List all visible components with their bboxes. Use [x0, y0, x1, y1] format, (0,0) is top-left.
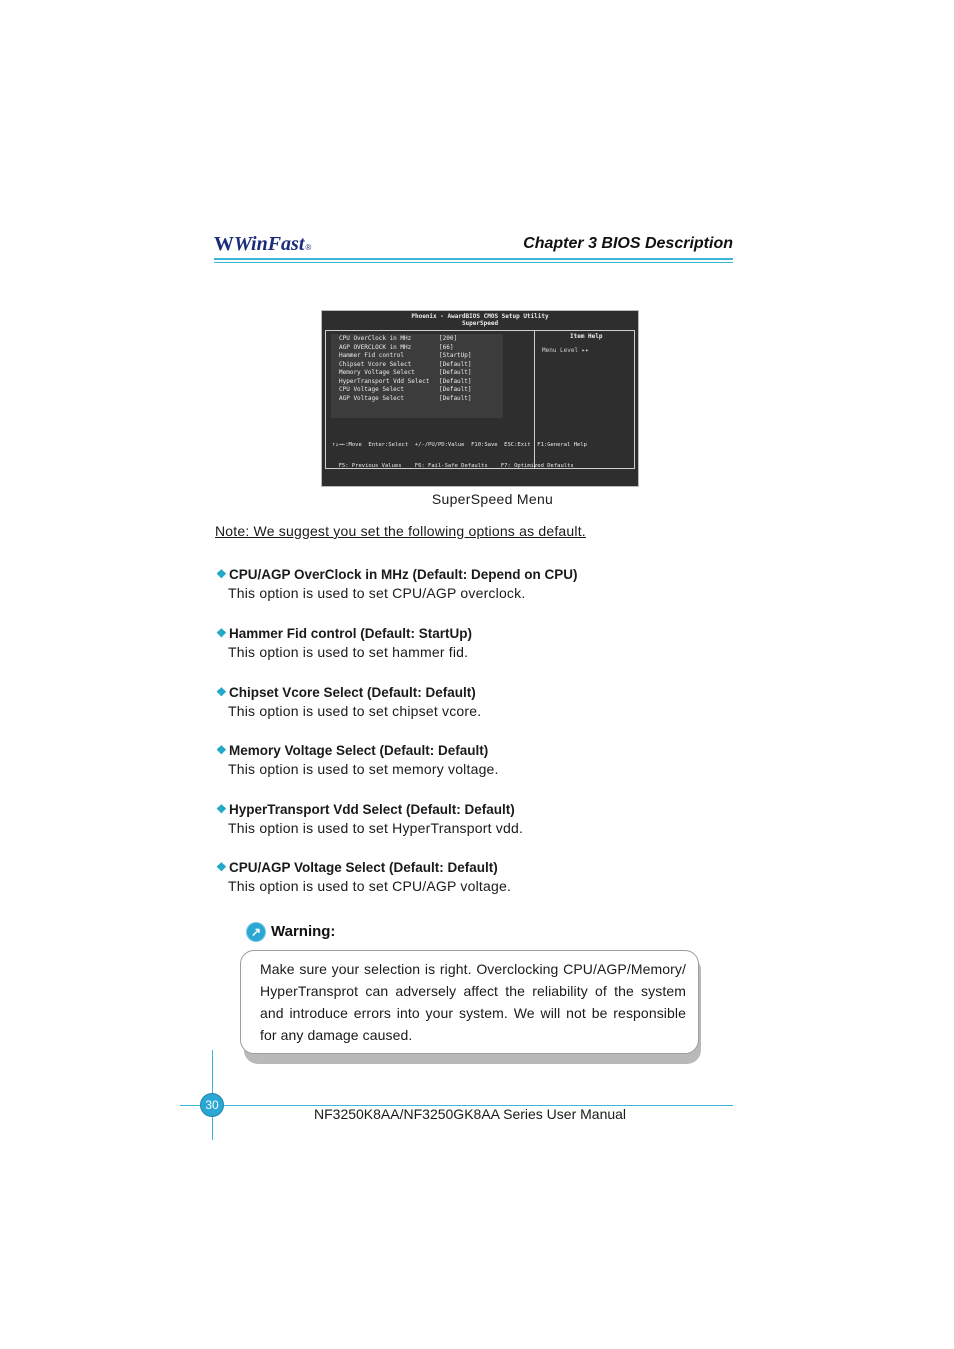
option-description: This option is used to set memory voltage. — [228, 761, 499, 777]
warning-label: Warning: — [271, 923, 336, 940]
diamond-bullet-icon: ❖ — [216, 743, 227, 757]
diamond-bullet-icon: ❖ — [216, 802, 227, 816]
winfast-logo — [214, 233, 311, 257]
bios-screenshot — [321, 310, 639, 487]
option-entry — [216, 741, 736, 777]
diamond-bullet-icon: ❖ — [216, 567, 227, 581]
bios-item: CPU OverClock in MHz [200] — [339, 335, 458, 342]
bios-key-legend-line2: F5: Previous Values F6: Fail-Safe Defaults F7: Optimized Defaults — [332, 463, 574, 469]
diamond-bullet-icon: ❖ — [216, 685, 227, 699]
header-rule — [214, 258, 733, 260]
option-title: Chipset Vcore Select (Default: Default) — [229, 684, 476, 700]
option-entry — [216, 565, 736, 601]
bios-help-text: Menu Level ▸▸ — [542, 347, 589, 354]
option-title: HyperTransport Vdd Select (Default: Default) — [229, 801, 515, 817]
option-description: This option is used to set hammer fid. — [228, 644, 469, 660]
bios-title — [322, 313, 638, 327]
bios-item: HyperTransport Vdd Select [Default] — [339, 377, 472, 385]
option-description: This option is used to set chipset vcore. — [228, 703, 482, 719]
bios-item: AGP OVERCLOCK in MHz [66] — [339, 343, 454, 351]
bios-item-list — [339, 335, 472, 403]
bios-key-legend — [332, 428, 634, 484]
option-entry — [216, 800, 736, 836]
chapter-title: Chapter 3 BIOS Description — [523, 235, 733, 252]
bios-item: Hammer Fid control [StartUp] — [339, 352, 472, 359]
option-entry — [216, 624, 736, 660]
logo-registered-mark: ® — [305, 243, 312, 252]
figure-caption: SuperSpeed Menu — [431, 491, 554, 507]
option-title: CPU/AGP OverClock in MHz (Default: Depend on CPU) — [229, 566, 578, 582]
bios-item: AGP Voltage Select [Default] — [339, 394, 472, 402]
warning-text: Make sure your selection is right. Overclocking CPU/AGP/Memory/ HyperTransprot can adversely affect the reliability of the system and introduce errors into your system. We will not be responsible for any damage caused. — [260, 961, 686, 1043]
option-entry — [216, 858, 736, 894]
bios-item: CPU Voltage Select [Default] — [339, 386, 472, 393]
bios-help-title: Item Help — [570, 333, 603, 340]
bios-title-line2: SuperSpeed — [461, 320, 499, 327]
option-description: This option is used to set HyperTransport vdd. — [228, 820, 524, 836]
diamond-bullet-icon: ❖ — [216, 626, 227, 640]
header-rule-thin — [214, 262, 733, 263]
diamond-bullet-icon: ❖ — [216, 860, 227, 874]
bios-key-legend-line1: ↑↓→←:Move Enter:Select +/-/PU/PD:Value F10:Save ESC:Exit F1:General Help — [332, 442, 587, 448]
lightning-icon: ↗ — [246, 922, 266, 942]
bios-item: Chipset Vcore Select [Default] — [339, 360, 472, 368]
option-title: Memory Voltage Select (Default: Default) — [229, 742, 489, 758]
page-number: 30 — [200, 1093, 224, 1117]
logo-mark: W — [214, 233, 233, 255]
option-description: This option is used to set CPU/AGP overclock. — [228, 585, 526, 601]
manual-title: NF3250K8AA/NF3250GK8AA Series User Manual — [314, 1106, 627, 1122]
option-entry — [216, 683, 736, 719]
bios-title-line1: Phoenix - AwardBIOS CMOS Setup Utility — [411, 313, 549, 320]
option-title: Hammer Fid control (Default: StartUp) — [229, 625, 473, 641]
option-title: CPU/AGP Voltage Select (Default: Default) — [229, 859, 498, 875]
option-description: This option is used to set CPU/AGP voltage. — [228, 878, 512, 894]
logo-text: WinFast — [234, 233, 305, 255]
bios-item: Memory Voltage Select [Default] — [339, 369, 472, 376]
note: Note: We suggest you set the following options as default. — [215, 523, 586, 539]
